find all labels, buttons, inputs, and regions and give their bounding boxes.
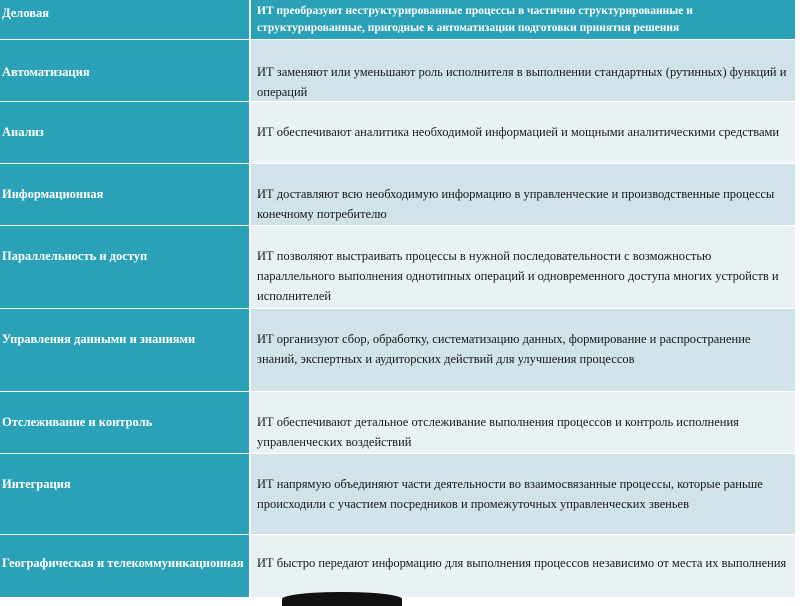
table-row: [0, 164, 795, 226]
row-label: Интеграция: [0, 454, 251, 534]
table-row: [0, 535, 795, 598]
row-label: Автоматизация: [0, 40, 251, 101]
row-label: Управления данными и знаниями: [0, 309, 251, 391]
row-label: Отслеживание и контроль: [0, 392, 251, 453]
table-row: [0, 40, 795, 102]
row-label: Параллельность и доступ: [0, 226, 251, 308]
row-label: Географическая и телекоммуникационная: [0, 535, 251, 597]
row-description: ИТ быстро передают информацию для выполнения процессов независимо от места их выполнения: [251, 535, 795, 597]
header-right-cell: ИТ преобразуют неструктурированные процессы в частично структурированные и структурированные, пригодные к автоматизации подготовки принятия решения: [251, 0, 795, 39]
row-description: ИТ обеспечивают детальное отслеживание выполнения процессов и контроль исполнения управленческих воздействий: [251, 392, 795, 453]
row-description: ИТ позволяют выстраивать процессы в нужной последовательности с возможностью параллельного выполнения однотипных операций и одновременного доступа многих устройств и исполнителей: [251, 226, 795, 308]
row-description: ИТ обеспечивают аналитика необходимой информацией и мощными аналитическими средствами: [251, 102, 795, 163]
row-description: ИТ организуют сбор, обработку, систематизацию данных, формирование и распространение знаний, экспертных и аудиторских действий для улучшения процессов: [251, 309, 795, 391]
table-row: [0, 226, 795, 309]
row-label: Анализ: [0, 102, 251, 163]
decorative-shape: [282, 592, 402, 606]
table-row: [0, 392, 795, 454]
table-row: [0, 309, 795, 392]
header-left-cell: Деловая: [0, 0, 251, 39]
row-description: ИТ доставляют всю необходимую информацию в управленческие и производственные процессы конечному потребителю: [251, 164, 795, 225]
row-description: ИТ напрямую объединяют части деятельности во взаимосвязанные процессы, которые раньше происходили с участием посредников и промежуточных управленческих звеньев: [251, 454, 795, 534]
row-description: ИТ заменяют или уменьшают роль исполнителя в выполнении стандартных (рутинных) функций и операций: [251, 40, 795, 101]
table-row: [0, 102, 795, 164]
table-header-row: [0, 0, 795, 40]
row-label: Информационная: [0, 164, 251, 225]
table-row: [0, 454, 795, 535]
